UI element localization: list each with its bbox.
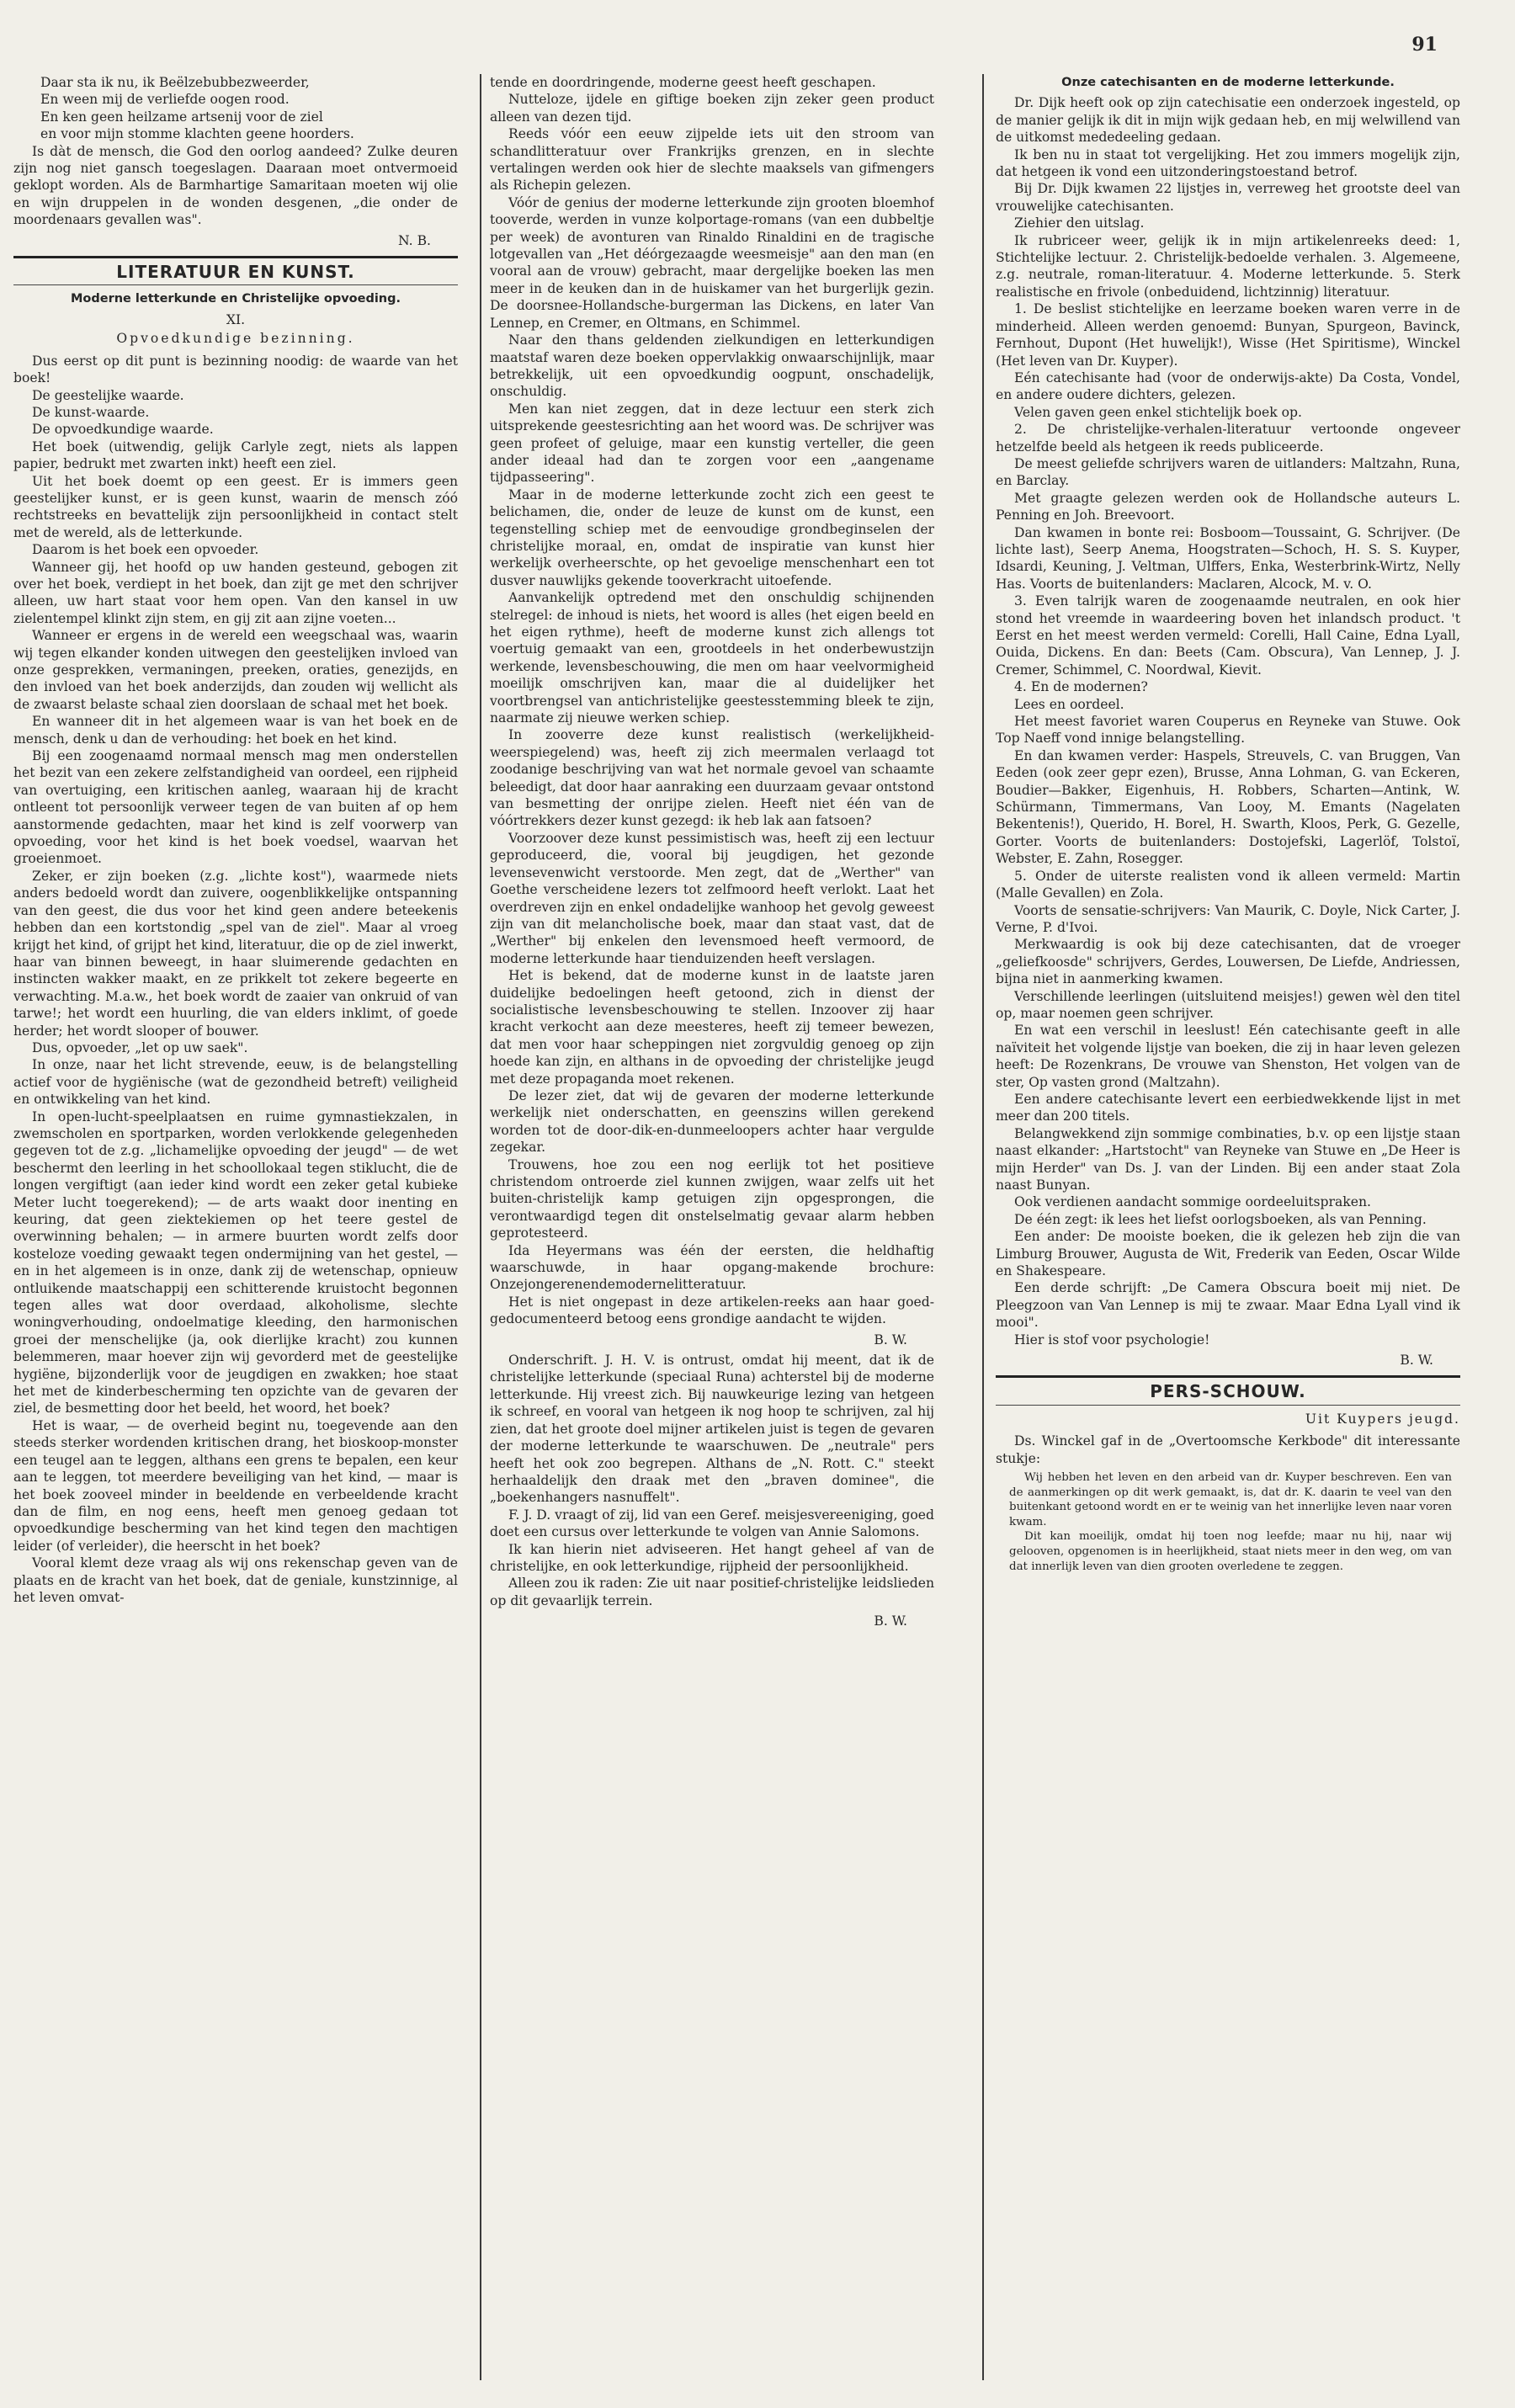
paragraph: Dus, opvoeder, „let op uw saek". (32, 1039, 248, 1055)
paragraph: Vooral klemt deze vraag als wij ons rekenschap geven van de plaats en de kracht van het boek, dat de geniale, kunstzinnige, al het leven omvat- (13, 1555, 458, 1605)
verse-line: en voor mijn stomme klachten geene hoorders. (40, 126, 354, 142)
paragraph: Ds. Winckel gaf in de „Overtoomsche Kerkbode" dit interessante stukje: (996, 1433, 1460, 1466)
signature: B. W. (874, 1613, 907, 1629)
column-3 (996, 74, 1460, 2385)
paragraph: Uit het boek doemt op een geest. Er is immers geen geestelijker kunst, er is geen kunst, waarin de mensch zóó rechtstreeks en bevattelijk zijn persoonlijkheid in contact stelt met de wereld, als de letterkunde. (13, 473, 458, 540)
paragraph: Een ander: De mooiste boeken, die ik gelezen heb zijn die van Limburg Brouwer, Augusta de Wit, Frederik van Eeden, Oscar Wilde en Shakespeare. (996, 1229, 1460, 1279)
section-heading-literatuur: LITERATUUR EN KUNST. (13, 256, 458, 285)
paragraph: Daarom is het boek een opvoeder. (32, 542, 259, 558)
paragraph: Dan kwamen in bonte rei: Bosboom—Toussaint, G. Schrijver. (De lichte last), Seerp Anema, Hoogstraten—Schoch, H. S. S. Kuyper, Idsardi, Keuning, J. Veltman, Ulffers, Enka, Westerbrink-Wirtz, Nelly Has. Voorts de buitenlanders: Maclaren, Alcock, M. v. O. (996, 524, 1460, 592)
quoted-excerpt (1009, 1470, 1452, 1574)
paragraph: Reeds vóór een eeuw zijpelde iets uit den stroom van schandlitteratuur over Frankrijks grenzen, en in slechte vertalingen werden ook hier de slechte maaksels van gifmengers als Richepin gelezen. (490, 126, 934, 194)
paragraph: Lees en oordeel. (1014, 696, 1124, 712)
paragraph: Het boek (uitwendig, gelijk Carlyle zegt, niets als lappen papier, bedrukt met zwarten inkt) heeft een ziel. (13, 439, 458, 472)
paragraph: Een derde schrijft: „De Camera Obscura boeit mij niet. De Pleegzoon van Van Lennep is mij te zwaar. Maar Edna Lyall vind ik mooi". (996, 1280, 1460, 1331)
paragraph: De lezer ziet, dat wij de gevaren der moderne letterkunde werkelijk niet onderschatten, en geenszins willen gerekend worden tot de door-dik-en-dunmeeloopers achter haar vergulde zegekar. (490, 1087, 934, 1156)
part-number: XI. (226, 311, 246, 327)
paragraph: Eén catechisante had (voor de onderwijs-akte) Da Costa, Vondel, en andere oudere dichters, gelezen. (996, 369, 1460, 403)
list-item: De geestelijke waarde. (32, 387, 184, 403)
onderschrift-paragraph: Onderschrift. J. H. V. is ontrust, omdat hij meent, dat ik de christelijke letterkunde (speciaal Runa) achterstel bij de moderne letterkunde. Hij vreest zich. Bij nauwkeurige lezing van hetgeen ik schreef, en vooral van hetgeen ik nog hoop te schrijven, zal hij zien, dat het groote doel mijner artikelen juist is tegen de gevaren der moderne letterkunde te waarschuwen. De „neutrale" pers heeft het ook zoo begrepen. Althans de „N. Rott. C." steekt herhaaldelijk den draak met den „braven dominee", die „boekenhangers nasnuffelt". (490, 1353, 934, 1506)
paragraph: Belangwekkend zijn sommige combinaties, b.v. op een lijstje staan naast elkander: „Hartstocht" van Reyneke van Stuwe en „De Heer is mijn Herder" van Ds. J. van der Linden. Bij een ander staat Zola naast Bunyan. (996, 1125, 1460, 1193)
article-title: Moderne letterkunde en Christelijke opvoeding. (70, 292, 401, 306)
paragraph: Vóór de genius der moderne letterkunde zijn grooten bloemhof tooverde, werden in vunze kolportage-romans (van een dubbeltje per week) de avonturen van Rinaldo Rinaldini en de tragische lotgevallen van „Het déórgezaagde weesmeisje" aan den man (en vooral aan de vrouw) gebracht, maar dergelijke boeken las men meer in de keuken dan in de huiskamer van het burgerlijk gezin. De doorsnee-Hollandsche-burgerman las Dickens, en later Van Lennep, en Cremer, en Oltmans, en Schimmel. (490, 194, 934, 331)
quote-paragraph: Dit kan moeilijk, omdat hij toen nog leefde; maar nu hij, naar wij gelooven, opgenomen is in heerlijkheid, staat niets meer in den weg, om van dat innerlijk leven van dien grooten overledene te zeggen. (1009, 1530, 1452, 1573)
paragraph: De één zegt: ik lees het liefst oorlogsboeken, als van Penning. (1014, 1211, 1427, 1227)
paragraph: Merkwaardig is ook bij deze catechisanten, dat de vroeger „geliefkoosde" schrijvers, Gerdes, Louwersen, De Liefde, Andriessen, bijna niet in aanmerking kwamen. (996, 937, 1460, 987)
verse-line: En ween mij de verliefde oogen rood. (40, 92, 290, 108)
signature: B. W. (1400, 1353, 1433, 1369)
paragraph: tende en doordringende, moderne geest heeft geschapen. (490, 75, 876, 90)
paragraph: Het is niet ongepast in deze artikelen-reeks aan haar goed-gedocumenteerd betoog eens grondige aandacht te wijden. (490, 1294, 934, 1327)
article-title: Onze catechisanten en de moderne letterkunde. (1061, 76, 1395, 89)
paragraph: Nutteloze, ijdele en giftige boeken zijn zeker geen product alleen van dezen tijd. (490, 92, 934, 125)
paragraph: Aanvankelijk optredend met den onschuldig schijnenden stelregel: de inhoud is niets, het woord is alles (het eigen beeld en het eigen rythme), heeft de moderne kunst zich allengs tot voertuig gemaakt van een, grootdeels in het onderbewustzijn werkende, levensbeschouwing, die men om haar veelvormigheid moeilijk omschrijven kan, maar die al duidelijker het voortbrengsel van antichristelijke geestesstemming bleek te zijn, naarmate zij nieuwe werken schiep. (490, 590, 934, 726)
paragraph: Het is bekend, dat de moderne kunst in de laatste jaren duidelijke bedoelingen heeft getoond, zich in dienst der socialistische levensbeschouwing te stellen. Inzoover zij haar kracht verkocht aan deze meesteres, heeft zij temeer bewezen, dat men voor haar scheppingen niet zorgvuldig genoeg op zijn hoede kan zijn, en althans in de opvoeding der christelijke jeugd met deze propaganda moet rekenen. (490, 968, 934, 1087)
signature: N. B. (398, 232, 431, 248)
paragraph: Ik ben nu in staat tot vergelijking. Het zou immers mogelijk zijn, dat hetgeen ik vond een uitzonderingstoestand betrof. (996, 146, 1460, 180)
paragraph: Hier is stof voor psychologie! (1014, 1332, 1210, 1348)
quote-paragraph: Wij hebben het leven en den arbeid van dr. Kuyper beschreven. Een van de aanmerkingen op dit werk gemaakt, is, dat dr. K. daarin te veel van den buitenkant getoond wordt en er te weinig van het innerlijke leven naar voren kwam. (1009, 1471, 1452, 1528)
article-subtitle: Opvoedkundige bezinning. (116, 331, 355, 347)
poem-fragment (40, 74, 458, 143)
column-divider-right (982, 74, 984, 2380)
paragraph: Wanneer gij, het hoofd op uw handen gesteund, gebogen zit over het boek, verdiept in het boek, dan zijt ge met den schrijver alleen, uw hart staat voor hem open. Van den kansel in uw zielentempel klinkt zijn stem, en gij zit aan zijne voeten... (13, 559, 458, 626)
paragraph: Een andere catechisante levert een eerbiedwekkende lijst in met meer dan 200 titels. (996, 1091, 1460, 1124)
paragraph: Maar in de moderne letterkunde zocht zich een geest te belichamen, die, onder de leuze de kunst om de kunst, een tegenstelling schiep met de eenvoudige grondbeginselen der christelijke moraal, en, omdat de inspiratie van kunst hier werkelijk overheerschte, op het gevoelige menschenhart een tot dusver nauwlijks gekende tooverkracht uitoefende. (490, 486, 934, 588)
paragraph: Ik rubriceer weer, gelijk ik in mijn artikelenreeks deed: 1, Stichtelijke lectuur. 2. Christelijk-bedoelde verhalen. 3. Algemeene, z.g. neutrale, roman-literatuur. 4. Moderne letterkunde. 5. Sterk realistische en frivole (onbeduidend, lichtzinnig) literatuur. (996, 232, 1460, 300)
paragraph: En wanneer dit in het algemeen waar is van het boek en de mensch, denk u dan de verhouding: het boek en het kind. (13, 714, 458, 747)
paragraph: In open-lucht-speelplaatsen en ruime gymnastiekzalen, in zwemscholen en sportparken, worden verlokkende gelegenheden gegeven tot de z.g. „lichamelijke opvoeding der jeugd" — de wet beschermt den leerling in het schoollokaal tegen stiklucht, die de longen vergiftigt (aan ieder kind wordt een zeker getal kubieke Meter lucht toegerekend); — de arts waakt door inenting en keuring, dat geen ziektekiemen op het teere gestel de overwinning behalen; — in armere buurten wordt zelfs door kosteloze voeding gewaakt tegen ondermijning van het gestel, — en in het algemeen is in onze, dank zij de wetenschap, opnieuw ontluikende maatschappij een schitterende kruistocht begonnen tegen alles wat door overdaad, alkoholisme, slechte woningverhouding, ondoelmatige kleeding, den harmonischen groei der menschelijke (ja, ook dierlijke kracht) zou kunnen belemmeren, maar hoever zijn wij gevorderd met de geestelijke hygiëne, bijzonderlijk voor de jeugdigen en zwakken; hoe staat het met de kinderbescherming ten opzichte van de gevaren der ziel, de besmetting door het beeld, het woord, het boek? (13, 1108, 458, 1417)
paragraph: Voorzoover deze kunst pessimistisch was, heeft zij een lectuur geproduceerd, die, vooral bij jeugdigen, het gezonde levensevenwicht verstoorde. Men zegt, dat de „Werther" van Goethe verscheidene lezers tot zelfmoord heeft verlokt. Laat het overdreven zijn en enkel ondadelijke wanhoop het gevolg geweest zijn van dit melancholische boek, maar dan staat vast, dat de „Werther" bij enkelen den levensmoed heeft vermoord, de moderne letterkunde haar tienduizenden heeft verslagen. (490, 830, 934, 966)
section-heading-pers-schouw: PERS-SCHOUW. (996, 1375, 1460, 1405)
verse-line: En ken geen heilzame artsenij voor de ziel (40, 109, 323, 125)
paragraph: Dus eerst op dit punt is bezinning noodig: de waarde van het boek! (13, 353, 458, 386)
paragraph: Ook verdienen aandacht sommige oordeeluitspraken. (1014, 1194, 1371, 1210)
paragraph: 5. Onder de uiterste realisten vond ik alleen vermeld: Martin (Malle Gevallen) en Zola. (996, 868, 1460, 901)
paragraph: Trouwens, hoe zou een nog eerlijk tot het positieve christendom ontroerde ziel kunnen zwijgen, waar zelfs uit het buiten-christelijk kamp getuigen zijn opgesprongen, die verontwaardigd tegen dit onstelselmatig gevaar alarm hebben geprotesteerd. (490, 1156, 934, 1241)
paragraph: Ik kan hierin niet adviseeren. Het hangt geheel af van de christelijke, en ook letterkundige, rijpheid der persoonlijkheid. (490, 1541, 934, 1574)
paragraph: Het is waar, — de overheid begint nu, toegevende aan den steeds sterker wordenden kritischen drang, het bioskoop-monster een teugel aan te leggen, althans een grens te bepalen, een keur aan te leggen, tot meerdere beveiliging van het kind, — maar is het boek zooveel minder in beeldende en verbeeldende kracht dan de film, en nog eens, heeft men genoeg gedaan tot opvoedkundige bescherming van het kind tegen den machtigen leider (of verleider), die heerscht in het boek? (13, 1417, 458, 1554)
paragraph: 4. En de modernen? (1014, 679, 1148, 695)
paragraph: Wanneer er ergens in de wereld een weegschaal was, waarin wij tegen elkander konden uitwegen den geestelijken invloed van onze gesprekken, vermaningen, preeken, oraties, genezijds, en den invloed van het boek anderzijds, dan zouden wij wellicht als de zwaarst belaste schaal zien doorslaan de schaal met het boek. (13, 628, 458, 712)
paragraph: Zeker, er zijn boeken (z.g. „lichte kost"), waarmede niets anders bedoeld wordt dan zuivere, oogenblikkelijke ontspanning van den geest, die dus voor het kind geen andere beteekenis hebben dan een kortstondig „spel van de ziel". Maar al vroeg krijgt het kind, of grijpt het kind, literatuur, die op de ziel inwerkt, haar van binnen beweegt, in haar sluimerende gedachten en instincten wakker maakt, en ze prikkelt tot zekere begeerte en verwachting. M.a.w., het boek wordt de zaaier van onkruid of van tarwe!; het wordt een huurling, die van elders inklimt, of goede herder; het wordt slooper of bouwer. (13, 868, 458, 1039)
paragraph: Met graagte gelezen werden ook de Hollandsche auteurs L. Penning en Joh. Breevoort. (996, 490, 1460, 524)
paragraph: Het meest favoriet waren Couperus en Reyneke van Stuwe. Ook Top Naeff vond innige belangstelling. (996, 714, 1460, 747)
paragraph: 3. Even talrijk waren de zoogenaamde neutralen, en ook hier stond het vreemde in waardeering boven het inlandsch product. 't Eerst en het meest werden vermeld: Corelli, Hall Caine, Edna Lyall, Ouida, Dickens. En dan: Beets (Cam. Obscura), Van Lennep, J. J. Cremer, Schimmel, C. Noordwal, Kievit. (996, 593, 1460, 678)
paragraph: En wat een verschil in leeslust! Eén catechisante geeft in alle naïviteit het volgende lijstje van boeken, die zij in haar leven gelezen heeft: De Rozenkrans, De vrouwe van Shenston, Het volgen van de ster, Op vasten grond (Maltzahn). (996, 1023, 1460, 1090)
paragraph: Men kan niet zeggen, dat in deze lectuur een sterk zich uitsprekende geestesrichting aan het woord was. De schrijver was geen profeet of geluige, maar een kunstig verteller, die geen ander ideaal had dan te zorgen voor een „aangename tijdpasseering". (490, 401, 934, 486)
page-number: 91 (1411, 34, 1438, 56)
paragraph: Is dàt de mensch, die God den oorlog aandeed? Zulke deuren zijn nog niet gansch toegeslagen. Daaraan moet ontvermoeid geklopt worden. Als de Barmhartige Samaritaan moeten wij olie en wijn druppelen in de wonden desgenen, „die onder de moordenaars gevallen was". (13, 143, 458, 228)
column-1 (13, 74, 458, 2385)
paragraph: In zooverre deze kunst realistisch (werkelijkheid-weerspiegelend) was, heeft zij zich meermalen verlaagd tot zoodanige beschrijving van wat het normale gevoel van schaamte beleedigt, dat door haar aanraking een duurzaam gevaar ontstond van besmetting der onrijpe zielen. Heeft niet één van de vóórtrekkers dezer kunst gezegd: ik heb lak aan fatsoen? (490, 727, 934, 829)
paragraph: 1. De beslist stichtelijke en leerzame boeken waren verre in de minderheid. Alleen werden genoemd: Bunyan, Spurgeon, Bavinck, Fernhout, Dupont (Het huwelijk!), Wisse (Het Spiritisme), Winckel (Het leven van Dr. Kuyper). (996, 301, 1460, 369)
sub-heading: Uit Kuypers jeugd. (1305, 1411, 1460, 1427)
verse-line: Daar sta ik nu, ik Beëlzebubbezweerder, (40, 75, 310, 90)
paragraph: 2. De christelijke-verhalen-literatuur vertoonde ongeveer hetzelfde beeld als hetgeen ik reeds publiceerde. (996, 422, 1460, 454)
column-2 (490, 74, 934, 2385)
paragraph: Naar den thans geldenden zielkundigen en letterkundigen maatstaf waren deze boeken oppervlakkig onwaarschijnlijk, maar betrekkelijk, uit een opvoedkundig oogpunt, onschadelijk, onschuldig. (490, 332, 934, 400)
list-item: De opvoedkundige waarde. (32, 422, 214, 438)
paragraph: Verschillende leerlingen (uitsluitend meisjes!) gewen wèl den titel op, maar noemen geen schrijver. (996, 988, 1460, 1021)
paragraph: Bij Dr. Dijk kwamen 22 lijstjes in, verreweg het grootste deel van vrouwelijke catechisanten. (996, 181, 1460, 214)
paragraph: Velen gaven geen enkel stichtelijk boek op. (1014, 404, 1302, 420)
paragraph: Voorts de sensatie-schrijvers: Van Maurik, C. Doyle, Nick Carter, J. Verne, P. d'Ivoi. (996, 902, 1460, 935)
column-divider-left (480, 74, 481, 2380)
paragraph: De meest geliefde schrijvers waren de uitlanders: Maltzahn, Runa, en Barclay. (996, 455, 1460, 489)
paragraph: Ziehier den uitslag. (1014, 215, 1145, 231)
signature: B. W. (874, 1332, 907, 1348)
paragraph: En dan kwamen verder: Haspels, Streuvels, C. van Bruggen, Van Eeden (ook zeer gepr ezen), Brusse, Anna Lohman, G. van Eckeren, Boudier—Bakker, Eigenhuis, H. Robbers, Scharten—Antink, W. Schürmann, Timmermans, Van Looy, M. Emants (Nagelaten Bekentenis!), Querido, H. Borel, H. Swarth, Kloos, Perk, G. Gezelle, Gorter. Voorts de buitenlanders: Dostojefski, Lagerlöf, Tolstoï, Webster, E. Zahn, Rosegger. (996, 747, 1460, 867)
list-item: De kunst-waarde. (32, 404, 150, 420)
paragraph: Alleen zou ik raden: Zie uit naar positief-christelijke leidslieden op dit gevaarlijk terrein. (490, 1576, 934, 1608)
paragraph: F. J. D. vraagt of zij, lid van een Geref. meisjesvereeniging, goed doet een cursus over letterkunde te volgen van Annie Salomons. (490, 1507, 934, 1540)
paragraph: Ida Heyermans was één der eersten, die heldhaftig waarschuwde, in haar opgang-makende brochure: Onzejongerenendemodernelitteratuur. (490, 1242, 934, 1293)
paragraph: In onze, naar het licht strevende, eeuw, is de belangstelling actief voor de hygiënische (wat de gezondheid betreft) veiligheid en ontwikkeling van het kind. (13, 1057, 458, 1108)
paragraph: Bij een zoogenaamd normaal mensch mag men onderstellen het bezit van een zekere zelfstandigheid van oordeel, een rijpheid van overtuiging, een kritischen aanleg, waaraan hij de kracht ontleent tot persoonlijk verweer tegen de van buiten af op hem aanstormende gedachten, maar het kind is zelf voorwerp van opvoeding, voor het kind is het boek voedsel, waarvan het groeienmoet. (13, 748, 458, 867)
paragraph: Dr. Dijk heeft ook op zijn catechisatie een onderzoek ingesteld, op de manier gelijk ik dit in mijn wijk gedaan heb, en mij welwillend van de uitkomst mededeeling gedaan. (996, 95, 1460, 146)
